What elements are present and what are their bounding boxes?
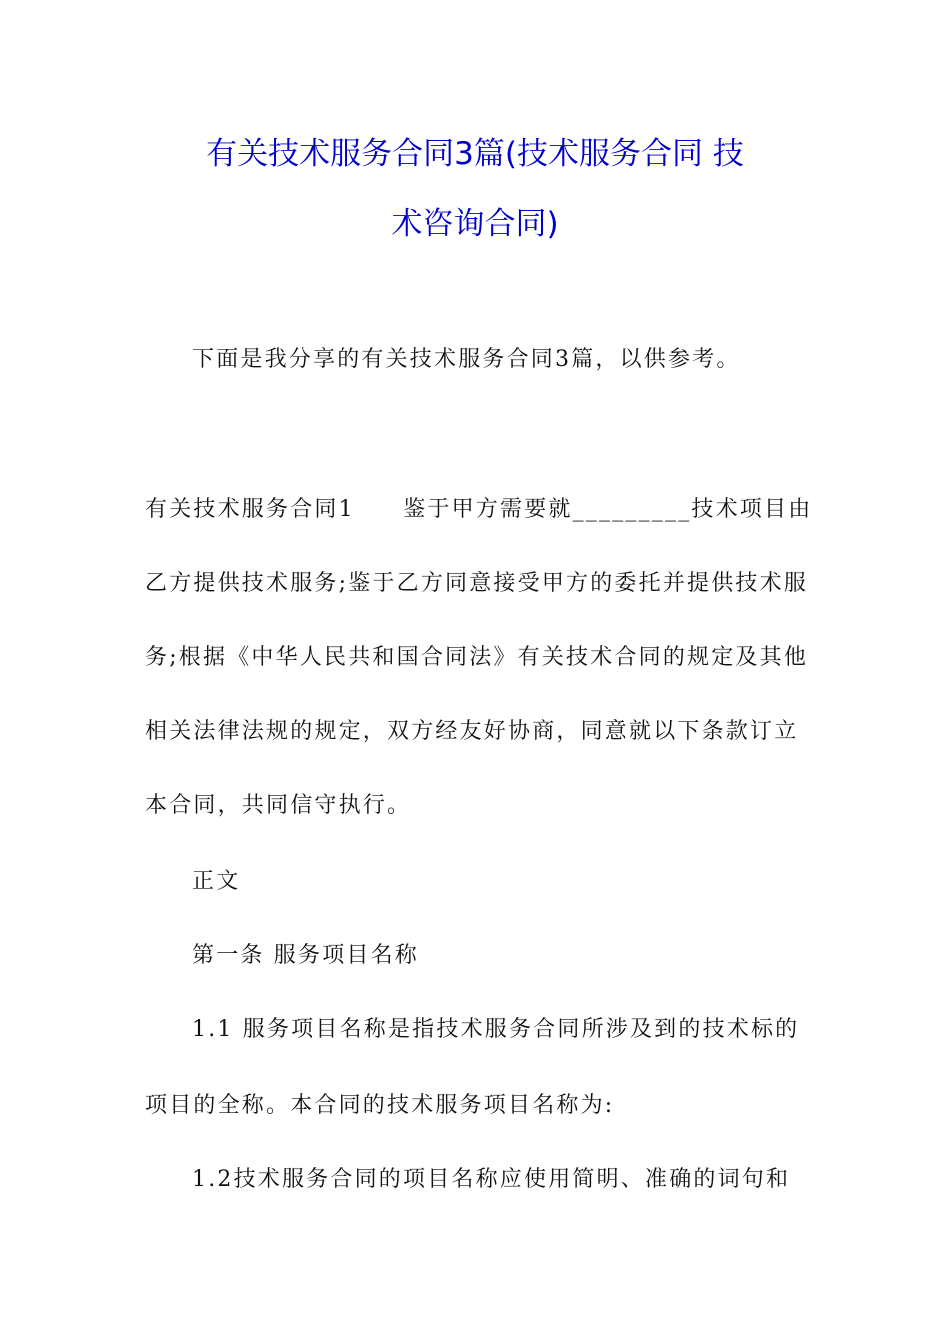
- body-line-3: 务;根据《中华人民共和国合同法》有关技术合同的规定及其他: [145, 645, 809, 670]
- intro-paragraph: 下面是我分享的有关技术服务合同3篇，以供参考。: [192, 347, 741, 372]
- document-title-line-2: 术咨询合同): [391, 206, 559, 242]
- body-line-4: 相关法律法规的规定，双方经友好协商，同意就以下条款订立: [145, 719, 799, 744]
- clause-1-1-line-1: 1.1 服务项目名称是指技术服务合同所涉及到的技术标的: [192, 1017, 800, 1042]
- clause-1-1-line-2: 项目的全称。本合同的技术服务项目名称为:: [145, 1093, 615, 1118]
- body-line-1: 有关技术服务合同1 鉴于甲方需要就_________技术项目由: [145, 497, 813, 522]
- clause-1-2-line-1: 1.2技术服务合同的项目名称应使用简明、准确的词句和: [192, 1167, 791, 1192]
- body-line-5: 本合同，共同信守执行。: [145, 793, 412, 818]
- document-title-line-1: 有关技术服务合同3篇(技术服务合同 技: [206, 136, 744, 172]
- body-line-2: 乙方提供技术服务;鉴于乙方同意接受甲方的委托并提供技术服: [145, 571, 809, 596]
- section-heading-main: 正文: [192, 869, 241, 894]
- article-1-heading: 第一条 服务项目名称: [192, 943, 419, 968]
